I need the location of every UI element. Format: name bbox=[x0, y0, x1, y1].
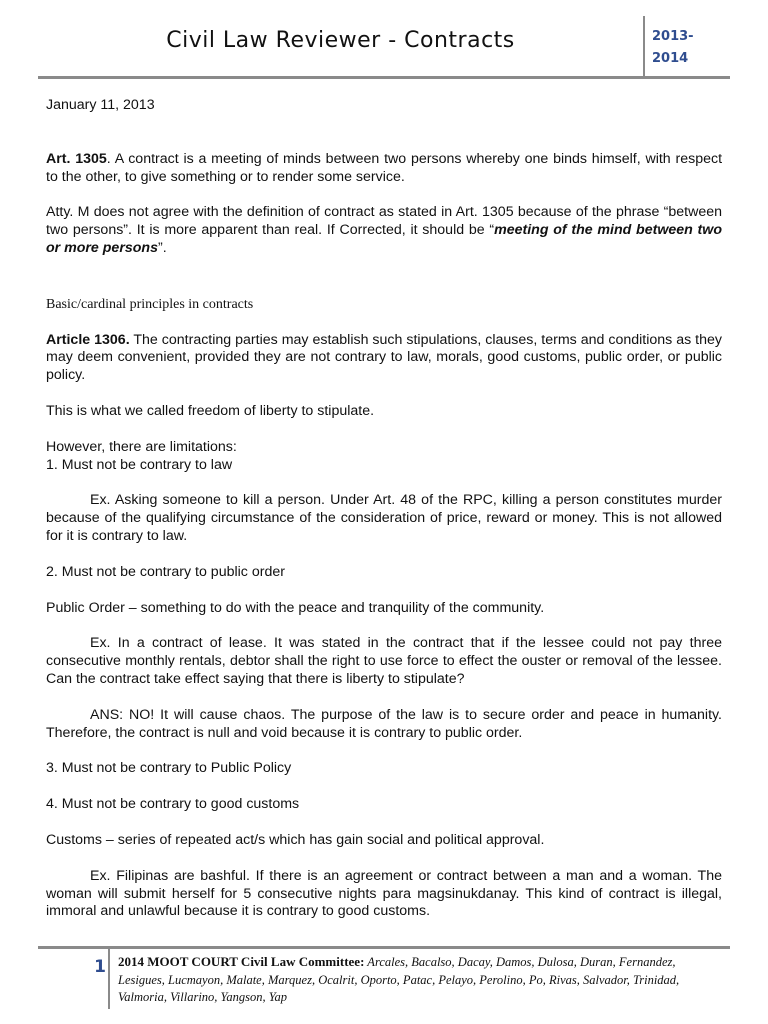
committee-members: Arcales, Bacalso, Dacay, Damos, Dulosa, Duran, Fernandez, Lesigues, Lucmayon, Malate, Marquez, Ocalrit, Oporto, Patac, Pelayo, Perolino, Po, Rivas, Salvador, Trinidad, Valmoria, Villarino, Yangson, Yap bbox=[118, 955, 680, 1004]
art-1305-text: . A contract is a meeting of minds between two persons whereby one binds himself, with respect to the other, to give something or to render some service. bbox=[46, 150, 723, 185]
art-1306-paragraph bbox=[46, 332, 722, 385]
limitation-4-example: Ex. Filipinas are bashful. If there is an agreement or contract between a man and a woman. The woman will submit herself for 5 consecutive nights para magsinukdanay. This kind of contract is illegal, immoral and unlawful because it is contrary to good customs. bbox=[46, 867, 722, 920]
art-1305-label: Art. 1305 bbox=[46, 150, 107, 167]
school-year bbox=[652, 26, 712, 70]
page-footer bbox=[38, 946, 730, 1015]
limitation-2: 2. Must not be contrary to public order bbox=[46, 563, 285, 580]
public-order-definition: Public Order – something to do with the peace and tranquility of the community. bbox=[46, 599, 545, 616]
page-header bbox=[38, 16, 730, 79]
limitation-1: 1. Must not be contrary to law bbox=[46, 456, 233, 473]
limitation-3: 3. Must not be contrary to Public Policy bbox=[46, 760, 292, 777]
atty-comment-end: ”. bbox=[157, 239, 167, 256]
limitation-1-example: Ex. Asking someone to kill a person. Under Art. 48 of the RPC, killing a person constitutes murder because of the qualifying circumstance of the consideration of price, reward or money. This is not allowed for it is contrary to law. bbox=[46, 492, 722, 544]
document-body bbox=[46, 97, 722, 921]
art-1306-label: Article 1306. bbox=[46, 331, 130, 348]
header-divider bbox=[643, 16, 645, 76]
principles-heading: Basic/cardinal principles in contracts bbox=[46, 296, 254, 312]
committee-credits bbox=[118, 953, 724, 1007]
corrected-definition: meeting of the mind between two or more persons bbox=[46, 222, 722, 256]
school-year-start: 2013- bbox=[652, 29, 694, 44]
customs-definition: Customs – series of repeated act/s which has gain social and political approval. bbox=[46, 831, 545, 848]
atty-comment-text: Atty. M does not agree with the definition of contract as stated in Art. 1305 because of the phrase “between two persons”. It is more apparent than real. If Corrected, it should be “ bbox=[46, 204, 722, 239]
atty-comment-paragraph bbox=[46, 204, 722, 257]
footer-divider bbox=[108, 949, 110, 1009]
limitation-2-answer: ANS: NO! It will cause chaos. The purpose of the law is to secure order and peace in humanity. Therefore, the contract is null and void because it is contrary to public order. bbox=[46, 706, 722, 741]
document-title: Civil Law Reviewer - Contracts bbox=[166, 28, 515, 53]
art-1306-text: The contracting parties may establish such stipulations, clauses, terms and conditions as they may deem convenient, provided they are not contrary to law, morals, good customs, public order, or public policy. bbox=[46, 331, 722, 384]
limitation-4: 4. Must not be contrary to good customs bbox=[46, 796, 300, 813]
freedom-paragraph: This is what we called freedom of liberty to stipulate. bbox=[46, 402, 375, 419]
committee-name: 2014 MOOT COURT Civil Law Committee: bbox=[118, 954, 365, 969]
lecture-date: January 11, 2013 bbox=[46, 97, 155, 113]
limitations-intro: However, there are limitations: bbox=[46, 438, 237, 455]
school-year-end: 2014 bbox=[652, 51, 689, 66]
limitation-2-example: Ex. In a contract of lease. It was stated in the contract that if the lessee could not pay three consecutive monthly rentals, debtor shall the right to use force to effect the ouster or removal of the lessee. Can the contract take effect saying that there is liberty to stipulate? bbox=[46, 635, 722, 687]
art-1305-paragraph bbox=[46, 151, 722, 187]
page-number: 1 bbox=[94, 957, 106, 977]
